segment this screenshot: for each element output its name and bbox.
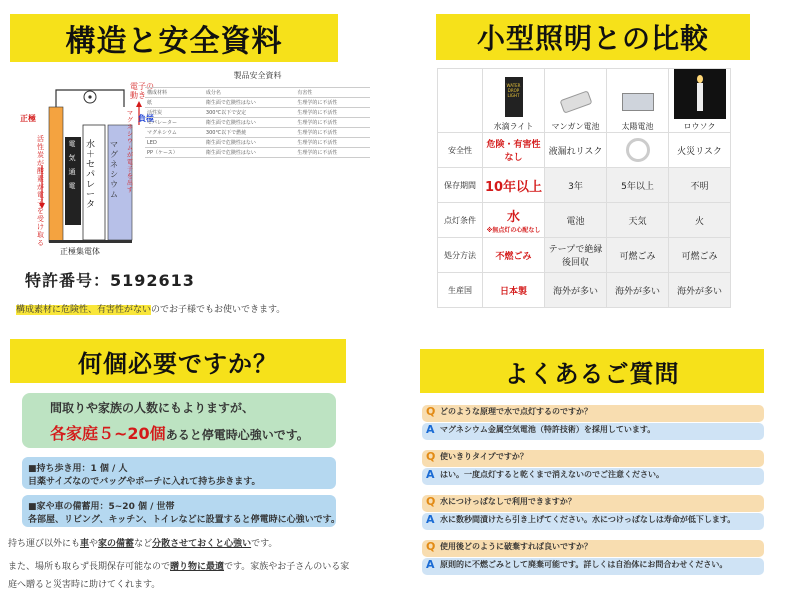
spec-cell: 有害性 bbox=[295, 88, 370, 98]
faq-question: Q 使いきりタイプですか？ bbox=[422, 450, 764, 467]
spec-row bbox=[145, 88, 370, 98]
battery-flashlight-icon bbox=[559, 90, 592, 113]
product-header: マンガン電池 bbox=[545, 69, 607, 133]
comparison-row-label: 点灯条件 bbox=[438, 203, 483, 238]
spec-cell: 衛生面で危険性はない bbox=[204, 118, 296, 128]
comparison-cell: 火災リスク bbox=[669, 133, 731, 168]
carry-use-box: ■持ち歩き用：1 個 / 人 目薬サイズなのでバッグやポーチに入れて持ち歩きます。 bbox=[22, 457, 336, 489]
spec-cell: 成分名 bbox=[204, 88, 296, 98]
comparison-cell bbox=[607, 133, 669, 168]
recommendation-line1: 間取りや家族の人数にもよりますが、 bbox=[50, 401, 255, 415]
comparison-cell: 可燃ごみ bbox=[607, 238, 669, 273]
spec-row bbox=[145, 138, 370, 148]
product-header: 太陽電池 bbox=[607, 69, 669, 133]
recommendation-line2: 各家庭５~20個あると停電時心強いです。 bbox=[50, 424, 309, 443]
spec-cell: マグネシウム bbox=[145, 128, 204, 138]
carbon-vertical-label: 活性炭が酸素が電子を受け取る bbox=[37, 135, 44, 247]
faq-question: Q どのような原理で水で点灯するのですか？ bbox=[422, 405, 764, 422]
comparison-cell: 日本製 bbox=[483, 273, 545, 308]
comparison-cell: 天気 bbox=[607, 203, 669, 238]
comparison-cell: 不燃ごみ bbox=[483, 238, 545, 273]
comparison-row bbox=[438, 273, 731, 308]
stockpile-box: ■家や車の備蓄用：5~20 個 / 世帯 各部屋、リビング、キッチン、トイレなどに設置すると停電時に心強いです。 bbox=[22, 495, 336, 527]
magnesium-vertical-label: マグネシウムが電子を出す bbox=[127, 110, 134, 194]
comparison-cell: 10年以上 bbox=[483, 168, 545, 203]
distribution-note: 持ち運び以外にも車や家の備蓄など分散させておくと心強いです。 bbox=[8, 539, 278, 549]
comparison-cell: 海外が多い bbox=[669, 273, 731, 308]
product-header: ロウソク bbox=[669, 69, 731, 133]
spec-row bbox=[145, 108, 370, 118]
faq-answer: A マグネシウム金属空気電池（特許技術）を採用しています。 bbox=[422, 423, 764, 440]
comparison-row bbox=[438, 133, 731, 168]
corner-cell bbox=[438, 69, 483, 133]
spec-cell: PP（ケース） bbox=[145, 148, 204, 158]
faq-answer: A 水に数秒間漬けたら引き上げてください。水につけっぱなしは寿命が低下します。 bbox=[422, 513, 764, 530]
water-drop-light-icon: WATER DROP LIGHT bbox=[505, 77, 523, 117]
comparison-cell: テープで絶縁後回収 bbox=[545, 238, 607, 273]
product-header: WATER DROP LIGHT 水滴ライト bbox=[483, 69, 545, 133]
spec-cell: 300℃以下で安定 bbox=[204, 108, 296, 118]
comparison-table bbox=[437, 68, 731, 308]
spec-cell: 構成材料 bbox=[145, 88, 204, 98]
faq-item bbox=[422, 405, 764, 442]
spec-cell: 衛生面で危険性はない bbox=[204, 138, 296, 148]
comparison-cell: 電池 bbox=[545, 203, 607, 238]
magnesium-label: マグネシウム bbox=[110, 140, 118, 199]
negative-label: 負極 bbox=[138, 114, 154, 123]
faq-title: よくあるご質問 bbox=[420, 349, 764, 393]
spec-cell: 生理学的に不活性 bbox=[295, 108, 370, 118]
spec-cell: 生理学的に不活性 bbox=[295, 98, 370, 108]
spec-cell: 生理学的に不活性 bbox=[295, 118, 370, 128]
spec-cell: 紙 bbox=[145, 98, 204, 108]
spec-cell: 衛生面で危険性はない bbox=[204, 148, 296, 158]
comparison-cell: 3年 bbox=[545, 168, 607, 203]
comparison-row-label: 保存期間 bbox=[438, 168, 483, 203]
comparison-cell: 危険・有害性なし bbox=[483, 133, 545, 168]
positive-terminal-label: 正極集電体 bbox=[60, 247, 100, 256]
spec-row bbox=[145, 148, 370, 158]
spec-row bbox=[145, 128, 370, 138]
cell-labels: 電 気 通 電 bbox=[68, 140, 76, 190]
gift-note-cont: 庭へ贈ると災害時に助けてくれます。 bbox=[8, 580, 161, 590]
spec-row bbox=[145, 98, 370, 108]
comparison-row-label: 生産国 bbox=[438, 273, 483, 308]
spec-cell: LED bbox=[145, 138, 204, 148]
faq-answer: A 原則的に不燃ごみとして廃棄可能です。詳しくは自治体にお問合わせください。 bbox=[422, 558, 764, 575]
spec-cell: セパレーター bbox=[145, 118, 204, 128]
spec-table bbox=[145, 87, 370, 158]
circle-mark-icon bbox=[626, 138, 650, 162]
comparison-row-label: 安全性 bbox=[438, 133, 483, 168]
faq-item bbox=[422, 540, 764, 577]
faq-panel bbox=[418, 345, 788, 595]
comparison-row bbox=[438, 203, 731, 238]
faq-question: Q 水につけっぱなしで利用できますか？ bbox=[422, 495, 764, 512]
safety-note: 構成素材に危険性、有害性がないのでお子様でもお使いできます。 bbox=[16, 305, 286, 315]
comparison-cell: 水 ※無点灯の心配なし bbox=[483, 203, 545, 238]
comparison-row bbox=[438, 168, 731, 203]
spec-cell: 生理学的に不活性 bbox=[295, 148, 370, 158]
spec-cell: 300℃以下で燃焼 bbox=[204, 128, 296, 138]
comparison-cell: 液漏れリスク bbox=[545, 133, 607, 168]
comparison-cell: 火 bbox=[669, 203, 731, 238]
comparison-panel bbox=[432, 10, 787, 310]
candle-icon bbox=[674, 69, 726, 119]
comparison-row bbox=[438, 238, 731, 273]
howmany-title: 何個必要ですか？ bbox=[10, 339, 346, 383]
comparison-row-label: 処分方法 bbox=[438, 238, 483, 273]
gift-note: また、場所も取らず長期保存可能なので贈り物に最適です。家族やお子さんのいる家 bbox=[8, 562, 350, 572]
spec-cell: 活性炭 bbox=[145, 108, 204, 118]
comparison-cell: 海外が多い bbox=[607, 273, 669, 308]
spec-doc-title: 製品安全資料 bbox=[233, 71, 282, 80]
faq-item bbox=[422, 450, 764, 487]
comparison-cell: 可燃ごみ bbox=[669, 238, 731, 273]
spec-cell: 衛生面で危険性はない bbox=[204, 98, 296, 108]
recommendation-box bbox=[22, 393, 336, 448]
solar-light-icon bbox=[622, 93, 654, 111]
water-separator-label: 水＋セパレータ bbox=[86, 140, 96, 210]
comparison-cell: 海外が多い bbox=[545, 273, 607, 308]
spec-cell: 生理学的に不活性 bbox=[295, 128, 370, 138]
howmany-panel bbox=[0, 335, 395, 600]
positive-label: 正極 bbox=[20, 114, 36, 123]
structure-panel bbox=[10, 10, 380, 320]
spec-row bbox=[145, 118, 370, 128]
faq-item bbox=[422, 495, 764, 532]
comparison-title: 小型照明との比較 bbox=[436, 14, 750, 60]
safety-spec-document bbox=[145, 70, 370, 270]
faq-question: Q 使用後どのように破棄すれば良いですか？ bbox=[422, 540, 764, 557]
faq-answer: A はい。一度点灯すると乾くまで消えないのでご注意ください。 bbox=[422, 468, 764, 485]
spec-cell: 生理学的に不活性 bbox=[295, 138, 370, 148]
comparison-cell: 不明 bbox=[669, 168, 731, 203]
structure-title: 構造と安全資料 bbox=[10, 14, 338, 62]
comparison-cell: 5年以上 bbox=[607, 168, 669, 203]
patent-number: 特許番号：5192613 bbox=[25, 271, 195, 290]
electron-label: 電子の 動き bbox=[130, 82, 154, 100]
